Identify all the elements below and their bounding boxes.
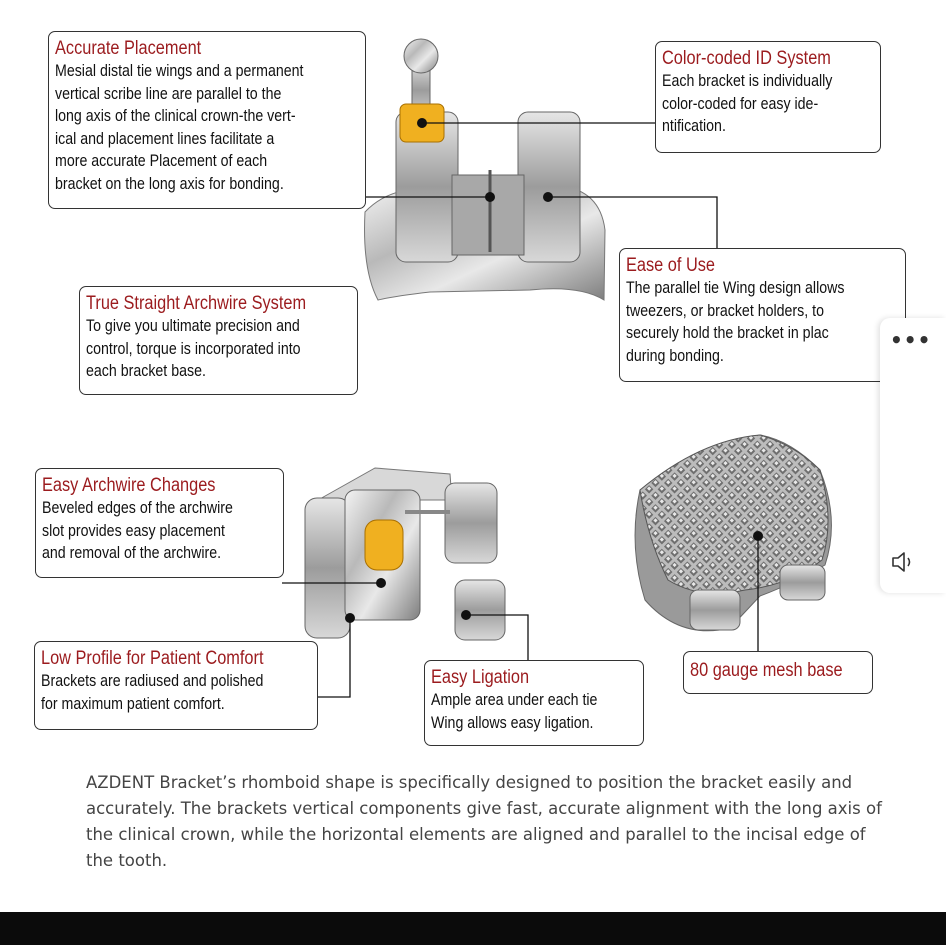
callout-title: Ease of Use bbox=[626, 255, 716, 276]
callout-title: Easy Ligation bbox=[431, 667, 530, 688]
callout-ease-of-use bbox=[619, 248, 906, 382]
description-caption: AZDENT Bracket’s rhomboid shape is specifically designed to position the bracket easily and accurately. The brackets vertical components give fast, accurate alignment with the long axis of the clinical crown, while the horizontal elements are aligned and parallel to the incisal edge of the tooth. bbox=[86, 773, 882, 870]
callout-body: To give you ultimate precision and control, torque is incorporated into each bracket base. bbox=[86, 317, 301, 380]
callout-body: Brackets are radiused and polished for maximum patient comfort. bbox=[41, 672, 264, 713]
speaker-icon[interactable] bbox=[888, 547, 918, 582]
mesh-base-image bbox=[635, 435, 831, 631]
callout-straight-archwire bbox=[79, 286, 358, 395]
callout-body: Mesial distal tie wings and a permanent vertical scribe line are parallel to the long axis of the clinical crown-the vert- ical and placement lines facilitate a more accurate Placement of each bracket on the long axis for bonding. bbox=[55, 62, 304, 193]
callout-title: True Straight Archwire System bbox=[86, 293, 307, 314]
callout-body: Beveled edges of the archwire slot provides easy placement and removal of the archwire. bbox=[42, 499, 233, 562]
callout-body: The parallel tie Wing design allows tweezers, or bracket holders, to securely hold the bracket in plac during bonding. bbox=[626, 279, 845, 365]
callout-accurate-placement bbox=[48, 31, 366, 209]
callout-title: Low Profile for Patient Comfort bbox=[41, 648, 264, 669]
callout-color-coded bbox=[655, 41, 881, 153]
more-horizontal-icon[interactable]: ••• bbox=[890, 328, 932, 352]
callout-easy-archwire bbox=[35, 468, 284, 578]
callout-body: Each bracket is individually color-coded for easy ide- ntification. bbox=[662, 72, 833, 135]
bottom-bar bbox=[0, 912, 946, 945]
callout-title: Accurate Placement bbox=[55, 38, 202, 59]
top-bracket-image bbox=[365, 39, 605, 300]
side-bracket-image bbox=[305, 468, 505, 640]
callout-mesh-base bbox=[683, 651, 873, 694]
callout-easy-ligation bbox=[424, 660, 644, 746]
callout-title: Color-coded ID System bbox=[662, 48, 831, 69]
callout-body: Ample area under each tie Wing allows easy ligation. bbox=[431, 691, 598, 732]
callout-title: 80 gauge mesh base bbox=[690, 660, 843, 681]
callout-low-profile bbox=[34, 641, 318, 730]
callout-title: Easy Archwire Changes bbox=[42, 475, 216, 496]
